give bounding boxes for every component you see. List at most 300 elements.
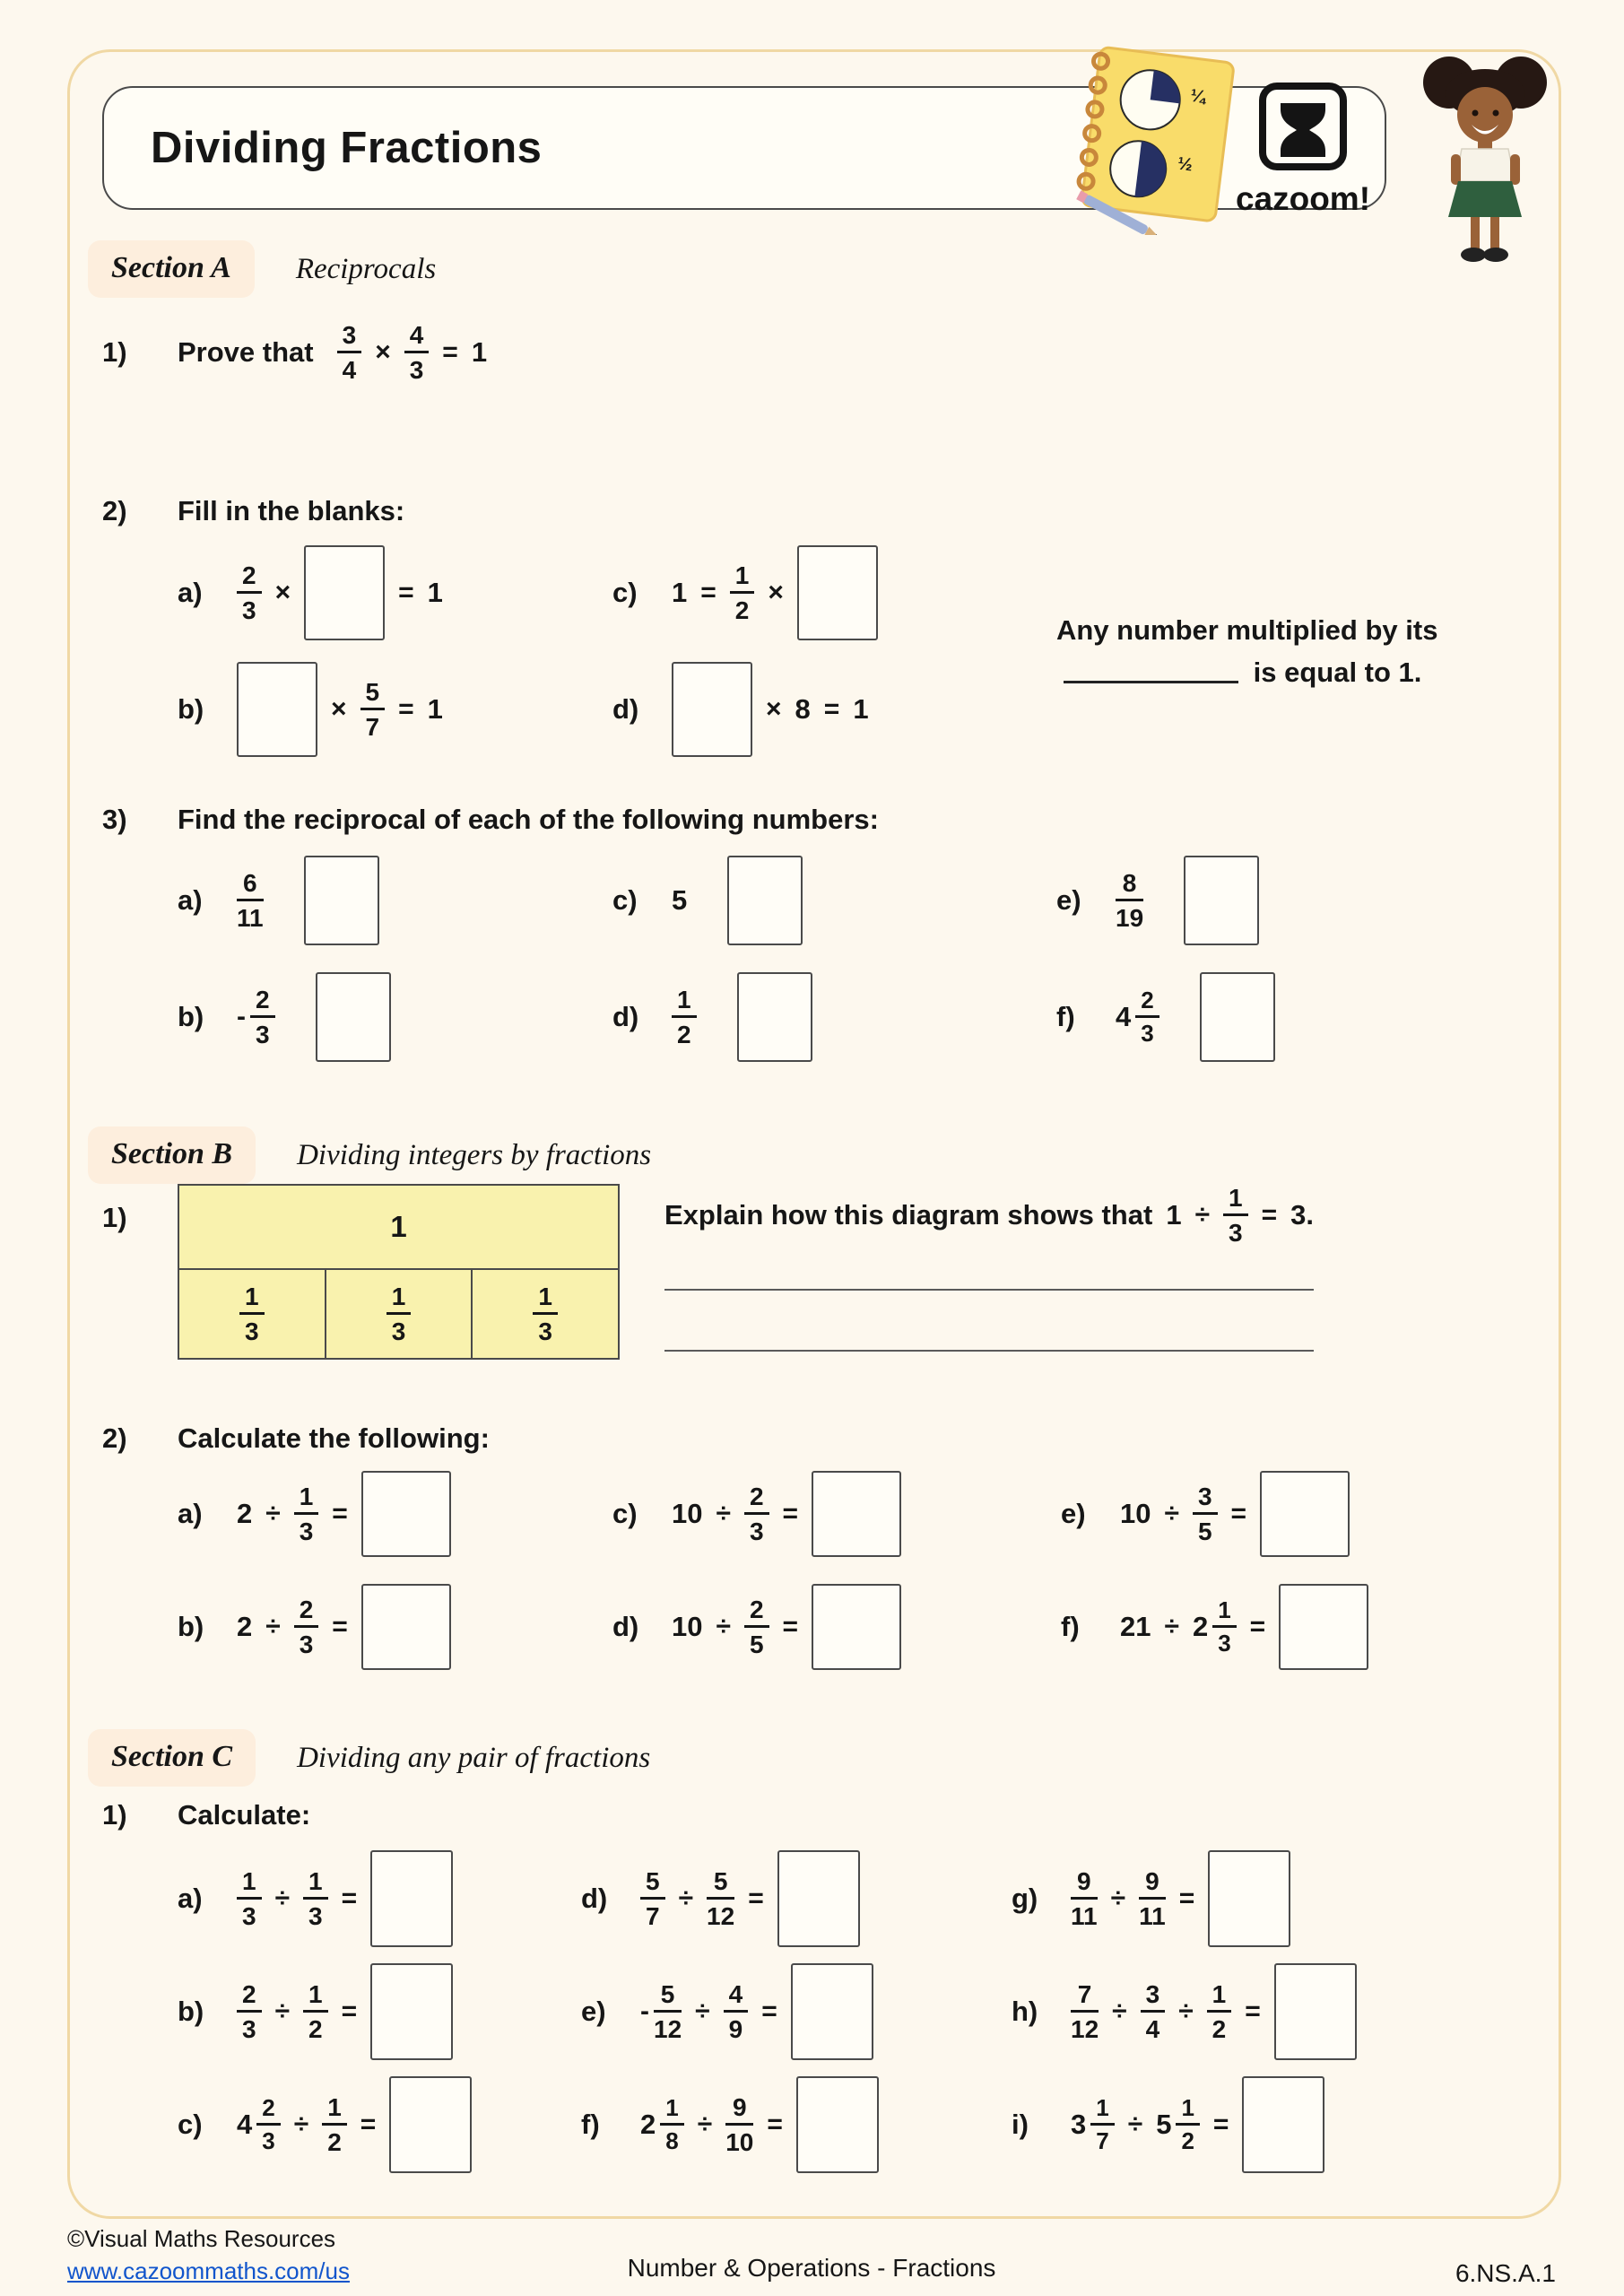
integer-division-grid: [178, 1471, 1528, 1670]
fraction-division-grid: [178, 1850, 1528, 2173]
numerator: 9: [1139, 1867, 1166, 1900]
operator: =: [823, 694, 840, 724]
denominator: 7: [1096, 2127, 1109, 2154]
logo-text: cazoom!: [1235, 180, 1371, 217]
answer-line[interactable]: [664, 1350, 1314, 1352]
operator: =: [341, 1996, 358, 2026]
fraction: [256, 2095, 280, 2154]
operator: ×: [768, 578, 784, 607]
operator: ÷: [1194, 1200, 1211, 1231]
problem-a3a: [178, 856, 612, 945]
answer-box[interactable]: [304, 856, 379, 945]
student-character-illustration: [1408, 48, 1565, 268]
fraction: [237, 1980, 262, 2044]
expression-text: 21: [1120, 1611, 1151, 1642]
operator: =: [782, 1612, 799, 1641]
operator: =: [767, 2109, 783, 2139]
numerator: 3: [337, 321, 362, 353]
numerator: 5: [707, 1867, 734, 1900]
section-b-badge: Section B: [88, 1126, 256, 1184]
fraction: [1212, 1597, 1236, 1657]
question-b2: [102, 1422, 490, 1455]
fraction: [1141, 1980, 1166, 2044]
operator: ÷: [1164, 1612, 1179, 1641]
answer-box[interactable]: [370, 1850, 453, 1947]
operator: ÷: [274, 1996, 291, 2026]
operator: ÷: [1127, 2109, 1143, 2139]
fraction: [386, 1283, 412, 1346]
operator: =: [332, 1612, 348, 1641]
cazoom-logo-icon: [1220, 79, 1386, 218]
expression: [1071, 2076, 1324, 2173]
question-c1: [102, 1799, 310, 1831]
expression: [672, 1471, 901, 1557]
operator: =: [360, 2109, 377, 2139]
question-a3: [102, 804, 879, 836]
section-a-badge: Section A: [88, 240, 255, 298]
fraction: [672, 986, 697, 1049]
answer-box[interactable]: [1260, 1471, 1350, 1557]
answer-box[interactable]: [370, 1963, 453, 2060]
whole-number: 2: [640, 2109, 656, 2140]
numerator: 1: [237, 1867, 262, 1900]
problem-label: b): [178, 1996, 204, 2027]
problem-c1a: [178, 1850, 581, 1947]
denominator: 11: [1071, 1902, 1098, 1930]
problem-label: d): [612, 1001, 639, 1032]
denominator: 3: [256, 1021, 270, 1048]
whole-number: 5: [1156, 2109, 1172, 2140]
reciprocal-note: [1056, 609, 1516, 693]
operator: ÷: [265, 1499, 281, 1528]
problem-label: h): [1012, 1996, 1038, 2027]
whole-number: 4: [237, 2109, 253, 2140]
denominator: 12: [654, 2015, 682, 2043]
operator: ÷: [678, 1883, 694, 1913]
operator: ÷: [293, 2109, 309, 2139]
expression: [237, 1963, 453, 2060]
section-a-header: [88, 240, 436, 298]
question-prompt: Fill in the blanks:: [178, 495, 405, 526]
operator: =: [1249, 1612, 1266, 1641]
operator: =: [1261, 1200, 1278, 1231]
operator: ÷: [1112, 1996, 1127, 2026]
fraction: [239, 1283, 265, 1346]
operator: ÷: [716, 1499, 731, 1528]
expression-text: 2: [237, 1498, 253, 1529]
numerator: 5: [640, 1867, 665, 1900]
operator: =: [332, 1499, 348, 1528]
fraction: [294, 1596, 319, 1659]
numerator: 1: [660, 2095, 683, 2126]
denominator: 3: [245, 1318, 259, 1345]
answer-box[interactable]: [316, 972, 391, 1062]
fraction-bar-diagram: [178, 1184, 620, 1360]
numerator: 1: [1223, 1184, 1248, 1216]
whole-number: 4: [1116, 1001, 1132, 1032]
expression: [1116, 856, 1259, 945]
expression: [672, 972, 812, 1062]
expression: [237, 972, 391, 1062]
denominator: 5: [1197, 1518, 1212, 1545]
denominator: 3: [391, 1318, 406, 1345]
expression-text: 1: [471, 336, 488, 369]
problem-label: c): [612, 1498, 638, 1529]
operator: =: [398, 578, 414, 607]
problem-b2e: [1061, 1471, 1528, 1557]
fraction: [1176, 2095, 1199, 2154]
problem-label: e): [581, 1996, 606, 2027]
answer-box[interactable]: [791, 1963, 873, 2060]
problem-label: f): [581, 2109, 600, 2140]
fraction: [707, 1867, 734, 1931]
fraction: [337, 321, 362, 385]
question-number: 1): [102, 336, 127, 369]
denominator: 3: [308, 1902, 323, 1930]
operator: =: [761, 1996, 777, 2026]
reciprocals-grid: [178, 856, 1528, 1062]
denominator: 2: [327, 2128, 342, 2156]
numerator: 1: [730, 561, 755, 594]
page-title: Dividing Fractions: [151, 124, 543, 172]
worksheet-border: [67, 49, 1561, 2219]
diagram-third-cell: [471, 1270, 618, 1358]
explain-block: [664, 1184, 1314, 1352]
operator: ÷: [695, 1996, 710, 2026]
expression-text: 1: [1166, 1199, 1182, 1231]
operator: -: [640, 1996, 649, 2026]
operator: -: [237, 1002, 246, 1031]
answer-box[interactable]: [796, 2076, 879, 2173]
answer-box[interactable]: [812, 1471, 901, 1557]
problem-a2b: [178, 662, 612, 757]
fraction: [730, 561, 755, 625]
operator: ÷: [1178, 1996, 1194, 2026]
mixed-number: [237, 2095, 281, 2154]
fraction: [725, 2093, 753, 2157]
mixed-number: [1071, 2095, 1115, 2154]
question-number: 2): [102, 495, 127, 526]
denominator: 3: [1141, 1020, 1154, 1047]
numerator: 2: [237, 561, 262, 594]
numerator: 1: [1090, 2095, 1114, 2126]
question-prompt: Calculate:: [178, 1799, 311, 1831]
problem-c1b: [178, 1963, 581, 2060]
denominator: 5: [749, 1631, 764, 1658]
fraction: [1139, 1867, 1166, 1931]
section-c-header: [88, 1729, 650, 1787]
problem-c1e: [581, 1963, 1012, 2060]
fraction: [1071, 1980, 1099, 2044]
expression: [672, 856, 803, 945]
problem-label: f): [1056, 1001, 1075, 1032]
problem-c1f: [581, 2076, 1012, 2173]
operator: =: [398, 694, 414, 724]
problem-label: e): [1061, 1498, 1086, 1529]
copyright-text: ©Visual Maths Resources: [67, 2225, 336, 2252]
answer-box[interactable]: [237, 662, 317, 757]
numerator: 2: [744, 1483, 769, 1515]
note-text-before: Any number multiplied by its: [1056, 613, 1438, 646]
answer-box[interactable]: [361, 1471, 451, 1557]
fraction: [1193, 1483, 1218, 1546]
problem-label: f): [1061, 1611, 1080, 1642]
answer-box[interactable]: [1274, 1963, 1357, 2060]
fraction: [654, 1980, 682, 2044]
denominator: 2: [677, 1021, 691, 1048]
denominator: 2: [734, 596, 750, 624]
expression: [337, 321, 487, 385]
fraction: [1135, 987, 1159, 1047]
question-number: 3): [102, 804, 127, 835]
expression: [1116, 972, 1275, 1062]
diagram-third-cell: [179, 1270, 325, 1358]
cazoom-logo: [1220, 79, 1386, 222]
expression: [640, 1850, 860, 1947]
fraction: [404, 321, 430, 385]
problem-label: d): [612, 1611, 639, 1642]
numerator: 8: [1116, 869, 1143, 901]
problem-a3f: [1056, 972, 1528, 1062]
question-number: 1): [102, 1799, 127, 1831]
numerator: 2: [237, 1980, 262, 2013]
diagram-thirds-row: [179, 1270, 618, 1358]
expression: [640, 2076, 879, 2173]
denominator: 4: [1145, 2015, 1160, 2043]
problem-a2c: [612, 545, 1056, 640]
answer-box[interactable]: [737, 972, 812, 1062]
denominator: 3: [299, 1518, 314, 1545]
problem-label: a): [178, 884, 203, 916]
fill-blank-line[interactable]: [1064, 653, 1238, 683]
problem-label: c): [612, 884, 638, 916]
problem-label: a): [178, 1883, 203, 1914]
fraction: [660, 2095, 683, 2154]
footer-topic: Number & Operations - Fractions: [627, 2253, 996, 2282]
answer-box[interactable]: [727, 856, 803, 945]
question-a1: [102, 321, 487, 385]
numerator: 2: [744, 1596, 769, 1628]
answer-box[interactable]: [304, 545, 385, 640]
problem-a3d: [612, 972, 1056, 1062]
answer-box[interactable]: [797, 545, 878, 640]
answer-box[interactable]: [389, 2076, 472, 2173]
problem-label: b): [178, 693, 204, 725]
fraction: [640, 1867, 665, 1931]
fraction: [1090, 2095, 1114, 2154]
question-a2: [102, 495, 404, 527]
fraction: [322, 2093, 347, 2157]
answer-box[interactable]: [1184, 856, 1259, 945]
diagram-whole-cell: 1: [179, 1186, 618, 1270]
denominator: 11: [237, 904, 264, 932]
expression-text: 1: [427, 693, 443, 725]
fraction: [237, 1867, 262, 1931]
operator: ÷: [1164, 1499, 1179, 1528]
numerator: 6: [237, 869, 264, 901]
expression: [1120, 1471, 1350, 1557]
question-number: 2): [102, 1422, 127, 1454]
answer-box[interactable]: [1200, 972, 1275, 1062]
operator: ×: [766, 694, 782, 724]
problem-label: i): [1012, 2109, 1029, 2140]
expression-text: 1: [427, 577, 443, 608]
denominator: 7: [646, 1902, 660, 1930]
expression: [672, 662, 869, 757]
denominator: 3: [1218, 1630, 1231, 1657]
fraction: [303, 1867, 328, 1931]
problem-a3b: [178, 972, 612, 1062]
numerator: 1: [303, 1980, 328, 2013]
fraction: [744, 1483, 769, 1546]
operator: ÷: [274, 1883, 291, 1913]
expression-text: 5: [672, 884, 688, 916]
denominator: 12: [707, 1902, 735, 1930]
numerator: 1: [322, 2093, 347, 2126]
numerator: 9: [1071, 1867, 1098, 1900]
answer-box[interactable]: [777, 1850, 860, 1947]
operator: =: [782, 1499, 799, 1528]
question-number: 1): [102, 1202, 127, 1233]
operator: ÷: [1110, 1883, 1126, 1913]
expression-text: 10: [672, 1498, 703, 1529]
denominator: 3: [242, 2015, 256, 2043]
denominator: 2: [1211, 2015, 1227, 2043]
problem-label: d): [612, 693, 639, 725]
fraction: [237, 561, 262, 625]
numerator: 5: [654, 1980, 682, 2013]
problem-label: c): [178, 2109, 203, 2140]
expression: [672, 545, 878, 640]
expression-text: 1: [853, 693, 869, 725]
notepad-fraction-half-label: ½: [1176, 153, 1194, 176]
numerator: 1: [533, 1283, 558, 1315]
expression: [640, 1963, 873, 2060]
problem-c1d: [581, 1850, 1012, 1947]
numerator: 3: [1193, 1483, 1218, 1515]
problem-label: a): [178, 577, 203, 608]
problem-a3c: [612, 856, 1056, 945]
denominator: 3: [538, 1318, 552, 1345]
question-b1: [102, 1184, 1342, 1360]
denominator: 3: [749, 1518, 764, 1545]
operator: ÷: [697, 2109, 713, 2139]
whole-number: 3: [1071, 2109, 1087, 2140]
numerator: 1: [1176, 2095, 1199, 2126]
numerator: 1: [303, 1867, 328, 1900]
denominator: 8: [665, 2127, 679, 2154]
numerator: 2: [294, 1596, 319, 1628]
answer-box[interactable]: [1279, 1584, 1368, 1670]
whole-number: 2: [1192, 1611, 1209, 1642]
fraction: [1207, 1980, 1232, 2044]
denominator: 3: [242, 596, 256, 624]
diagram-third-cell: [325, 1270, 472, 1358]
fraction: [250, 986, 275, 1049]
answer-box[interactable]: [672, 662, 752, 757]
denominator: 2: [1181, 2127, 1194, 2154]
answer-box[interactable]: [361, 1584, 451, 1670]
operator: =: [1178, 1883, 1195, 1913]
problem-label: b): [178, 1001, 204, 1032]
section-a-subtitle: Reciprocals: [295, 252, 437, 285]
explain-prompt: [664, 1184, 1314, 1248]
section-c-subtitle: Dividing any pair of fractions: [297, 1741, 651, 1774]
notepad-fraction-quarter-label: ¼: [1189, 85, 1207, 108]
problem-b2c: [612, 1471, 1061, 1557]
section-b-header: [88, 1126, 651, 1184]
numerator: 5: [360, 678, 386, 710]
expression-text: 2: [237, 1611, 253, 1642]
expression-text: 1: [672, 577, 688, 608]
expression: [1071, 1850, 1290, 1947]
denominator: 11: [1139, 1902, 1166, 1930]
operator: =: [748, 1883, 764, 1913]
mixed-number: [640, 2095, 684, 2154]
numerator: 1: [1212, 1597, 1236, 1628]
denominator: 3: [262, 2127, 275, 2154]
expression: [237, 545, 443, 640]
expression-text: 3.: [1290, 1199, 1314, 1231]
answer-box[interactable]: [1208, 1850, 1290, 1947]
answer-box[interactable]: [1242, 2076, 1324, 2173]
numerator: 1: [239, 1283, 265, 1315]
problem-label: a): [178, 1498, 203, 1529]
problem-a3e: [1056, 856, 1528, 945]
fraction: [1116, 869, 1143, 933]
numerator: 2: [256, 2095, 280, 2126]
standard-code: 6.NS.A.1: [1455, 2258, 1556, 2287]
problem-label: g): [1012, 1883, 1038, 1914]
expression: [237, 1850, 453, 1947]
section-b-subtitle: Dividing integers by fractions: [297, 1138, 652, 1171]
numerator: 4: [724, 1980, 749, 2013]
problem-b2d: [612, 1584, 1061, 1670]
expression: [237, 1471, 451, 1557]
expression: [1071, 1963, 1357, 2060]
answer-line[interactable]: [664, 1289, 1314, 1291]
numerator: 9: [725, 2093, 753, 2126]
operator: ×: [274, 578, 291, 607]
problem-a2d: [612, 662, 1056, 757]
answer-box[interactable]: [812, 1584, 901, 1670]
numerator: 1: [672, 986, 697, 1018]
expression: [237, 2076, 472, 2173]
operator: =: [341, 1883, 358, 1913]
numerator: 7: [1071, 1980, 1099, 2013]
footer: [67, 2222, 1556, 2288]
mixed-number: [1156, 2095, 1200, 2154]
website-link[interactable]: www.cazoommaths.com/us: [67, 2257, 350, 2285]
fraction: [237, 869, 264, 933]
problem-b2a: [178, 1471, 612, 1557]
expression: [672, 1584, 901, 1670]
section-c-badge: Section C: [88, 1729, 256, 1787]
expression: [237, 662, 443, 757]
denominator: 19: [1116, 904, 1144, 932]
problem-label: b): [178, 1611, 204, 1642]
expression-text: 10: [1120, 1498, 1151, 1529]
mixed-number: [1193, 1597, 1237, 1657]
denominator: 10: [725, 2128, 754, 2156]
note-text-after: is equal to 1.: [1253, 657, 1422, 688]
question-prompt: Prove that: [178, 336, 314, 369]
expression-text: 8: [795, 693, 811, 725]
question-prompt: Find the reciprocal of each of the following numbers:: [178, 804, 879, 835]
expression-text: Explain how this diagram shows that: [664, 1199, 1153, 1231]
fill-blanks-grid: [178, 545, 1528, 757]
numerator: 4: [404, 321, 430, 353]
